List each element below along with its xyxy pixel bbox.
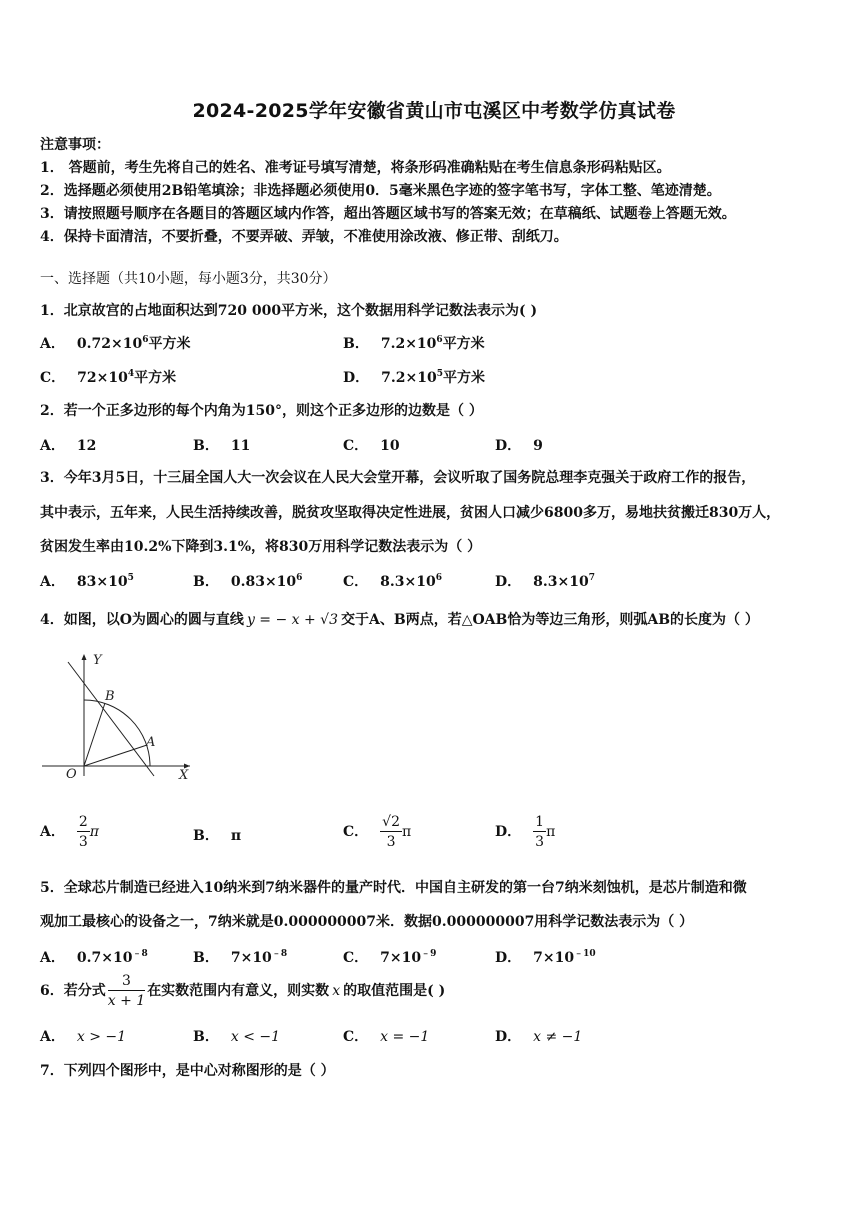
segment-oa [84,745,147,766]
question-4-option-a[interactable]: A． $\frac{2}{3}$ π [40,814,99,850]
question-3-option-c[interactable]: C． $8.3\times 10^6$ [343,573,442,590]
notice-heading: 注意事项： [40,137,110,153]
question-2-option-d[interactable]: D． 9 [495,438,543,454]
notice-item: 4．保持卡面清洁，不要折叠，不要弄破、弄皱，不准使用涂改液、修正带、刮纸刀。 [40,229,568,245]
question-2-option-a[interactable]: A． 12 [40,438,97,454]
question-3-option-d[interactable]: D． $8.3\times 10^7$ [495,573,595,590]
question-3-stem-line: 贫困发生率由10.2%下降到3.1%，将830万用科学记数法表示为（ ） [40,539,482,555]
question-1-option-c[interactable]: C． $72\times 10^4$平方米 [40,369,177,386]
segment-ob [84,703,105,766]
question-2-stem: 2．若一个正多边形的每个内角为150°，则这个正多边形的边数是（ ） [40,403,483,419]
notice-item: 2．选择题必须使用2B铅笔填涂；非选择题必须使用0．5毫米黑色字迹的签字笔书写，字体工整、笔迹清楚。 [40,183,721,199]
question-6-option-d[interactable]: D． x ≠ −1 [495,1029,583,1045]
question-5-option-d[interactable]: D． $7\times 10^{﹣10}$ [495,949,596,966]
y-axis-label: Y [93,653,102,668]
question-5-option-c[interactable]: C． $7\times 10^{﹣9}$ [343,949,437,966]
question-4-option-b[interactable]: B． π [193,828,242,844]
origin-label: O [66,767,77,782]
question-2-option-b[interactable]: B． 11 [193,438,251,454]
page-title: 2024-2025学年安徽省黄山市屯溪区中考数学仿真试卷 [192,100,676,122]
question-3-option-a[interactable]: A． $83\times 10^5$ [40,573,134,590]
x-axis-label: X [179,768,189,783]
question-3-stem-line: 3．今年3月5日，十三届全国人大一次会议在人民大会堂开幕，会议听取了国务院总理李克强关于政府工作的报告， [40,470,756,486]
section-heading: 一、选择题（共10小题，每小题3分，共30分） [40,271,337,287]
circle-arc [84,700,150,766]
question-4-option-d[interactable]: D． $\frac{1}{3}$ π [495,814,556,850]
question-5-stem-line: 观加工最核心的设备之一，7纳米就是0.000000007米．数据0.000000007用科学记数法表示为（ ） [40,914,694,930]
question-2-option-c[interactable]: C． 10 [343,438,400,454]
line-equation: y = − x + √3 [246,612,339,628]
question-1-option-a[interactable]: A． $0.72\times 10^6$平方米 [40,335,191,352]
question-6-option-b[interactable]: B． x < −1 [193,1029,281,1045]
question-7-stem: 7．下列四个图形中，是中心对称图形的是（ ） [40,1063,335,1079]
question-1-option-b[interactable]: B． $7.2\times 10^6$平方米 [343,335,485,352]
notice-item: 1． 答题前，考生先将自己的姓名、准考证号填写清楚，将条形码准确粘贴在考生信息条形码粘贴区。 [40,160,671,176]
question-3-option-b[interactable]: B． $0.83\times 10^6$ [193,573,303,590]
question-5-stem-line: 5．全球芯片制造已经进入10纳米到7纳米器件的量产时代．中国自主研发的第一台7纳米刻蚀机，是芯片制造和微 [40,880,747,896]
question-3-stem-line: 其中表示，五年来，人民生活持续改善，脱贫攻坚取得决定性进展，贫困人口减少6800多万，易地扶贫搬迁830万人， [40,505,781,521]
point-b-label: B [105,689,115,704]
notice-item: 3．请按照题号顺序在各题目的答题区域内作答，超出答题区域书写的答案无效；在草稿纸、试题卷上答题无效。 [40,206,736,222]
question-6-option-a[interactable]: A． x > −1 [40,1029,127,1045]
question-5-option-a[interactable]: A． $0.7\times 10^{﹣8}$ [40,949,148,966]
line [68,662,154,776]
question-1-option-d[interactable]: D． $7.2\times 10^5$平方米 [343,369,485,386]
question-6-stem: 6．若分式 $\frac{3}{x + 1}$ 在实数范围内有意义，则实数 x 的取值范围是( ) [40,973,446,1009]
question-4-stem: 4．如图，以O为圆心的圆与直线 y = − x + √3 交于A、B两点，若△OAB恰为等边三角形，则弧AB的长度为（ ） [40,612,759,628]
question-5-option-b[interactable]: B． $7\times 10^{﹣8}$ [193,949,288,966]
circle-line-figure [38,648,198,783]
question-6-option-c[interactable]: C． x = −1 [343,1029,430,1045]
y-axis-arrow [82,654,87,660]
question-1-stem: 1．北京故宫的占地面积达到720 000平方米，这个数据用科学记数法表示为( ) [40,303,538,319]
point-a-label: A [146,735,156,750]
question-4-option-c[interactable]: C． $\frac{√2}{3}$ π [343,814,412,850]
